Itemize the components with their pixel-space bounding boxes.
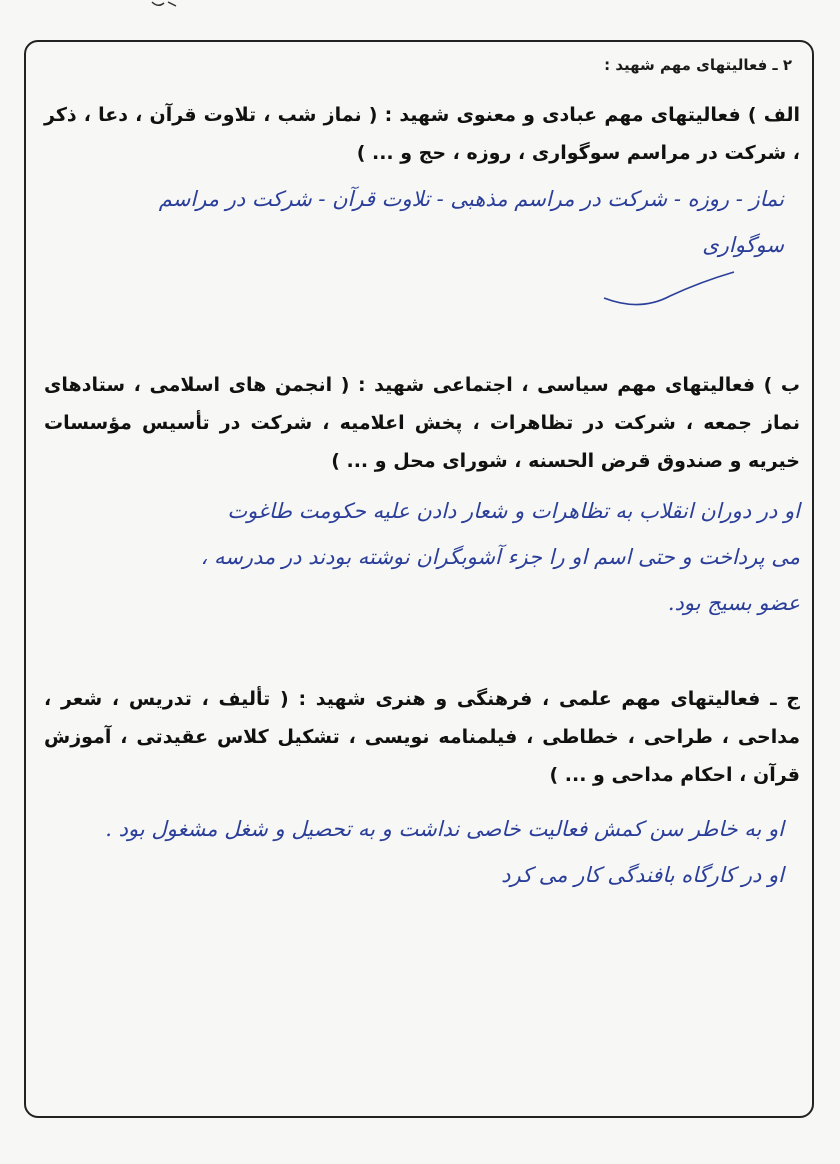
answer-line: می پرداخت و حتی اسم او را جزء آشوبگران نوشته بودند در مدرسه ، [200, 545, 800, 569]
answer-line: او در دوران انقلاب به تظاهرات و شعار دادن علیه حکومت طاغوت [227, 499, 800, 523]
top-edge-mark [150, 0, 180, 8]
answer-line: او در کارگاه بافندگی کار می کرد [501, 863, 784, 887]
part-b-answer [201, 488, 800, 626]
part-c-prompt: ج ـ فعالیتهای مهم علمی ، فرهنگی و هنری شهید : ( تألیف ، تدریس ، شعر ، مداحی ، طراحی ، خطاطی ، فیلمنامه نویسی ، تشکیل کلاس عقیدتی ، آموزش قرآن ، احکام مداحی و ... ) [44, 688, 800, 786]
answer-line: نماز - روزه - شرکت در مراسم مذهبی - تلاوت قرآن - شرکت در مراسم [158, 187, 784, 211]
part-a-prompt: الف ) فعالیتهای مهم عبادی و معنوی شهید : ( نماز شب ، تلاوت قرآن ، دعا ، ذکر ، شرکت در مراسم سوگواری ، روزه ، حج و ... ) [44, 104, 800, 164]
section-heading: ۲ ـ فعالیتهای مهم شهید : [604, 56, 792, 74]
answer-line: سوگواری [702, 233, 784, 257]
answer-line: او به خاطر سن کمش فعالیت خاصی نداشت و به تحصیل و شغل مشغول بود . [105, 817, 784, 841]
part-a-answer [159, 176, 784, 268]
part-c-answer [105, 806, 784, 898]
answer-line: عضو بسیج بود. [667, 591, 800, 615]
answer-flourish [600, 268, 740, 312]
part-b-prompt: ب ) فعالیتهای مهم سیاسی ، اجتماعی شهید : ( انجمن های اسلامی ، ستادهای نماز جمعه ، شرکت در تظاهرات ، پخش اعلامیه ، شرکت در تأسیس مؤسسات خیریه و صندوق قرض الحسنه ، شورای محل و ... ) [44, 374, 800, 472]
